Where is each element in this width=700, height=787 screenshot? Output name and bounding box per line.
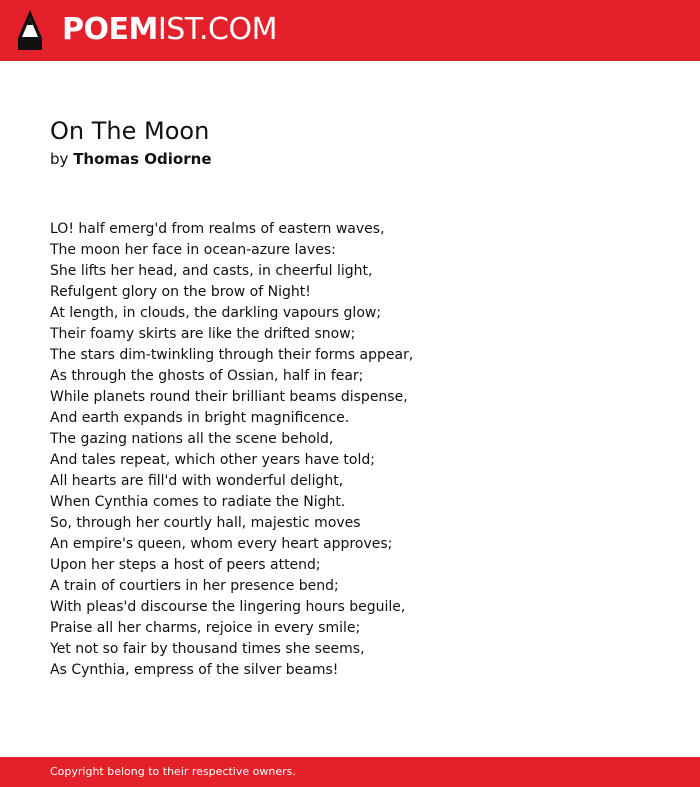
poem-line: A train of courtiers in her presence bend; (50, 578, 339, 594)
poem-line: The stars dim-twinkling through their forms appear, (50, 347, 414, 363)
poem-line: While planets round their brilliant beams dispense, (50, 389, 408, 405)
poem-title: On The Moon (50, 117, 210, 145)
by-label: by (50, 150, 69, 168)
poem-line: With pleas'd discourse the lingering hours beguile, (50, 599, 406, 615)
author-name: Thomas Odiorne (73, 150, 212, 168)
site-header (0, 0, 700, 61)
copyright-text: Copyright belong to their respective owners. (50, 765, 296, 778)
poem-line: LO! half emerg'd from realms of eastern waves, (50, 221, 385, 237)
poem-line: An empire's queen, whom every heart approves; (50, 536, 393, 552)
poem-line: Their foamy skirts are like the drifted snow; (50, 326, 356, 342)
poem-line: As Cynthia, empress of the silver beams! (50, 662, 339, 678)
logo-light-text: IST.COM (157, 12, 277, 47)
logo-bold-text: POEM (62, 12, 158, 47)
poem-line: The moon her face in ocean-azure laves: (50, 242, 336, 258)
poem-line: All hearts are fill'd with wonderful delight, (50, 473, 344, 489)
site-footer (0, 757, 700, 787)
poem-line: She lifts her head, and casts, in cheerful light, (50, 263, 373, 279)
poem-line: Upon her steps a host of peers attend; (50, 557, 321, 573)
byline (50, 148, 212, 170)
poem-line: And tales repeat, which other years have told; (50, 452, 375, 468)
poem-line: At length, in clouds, the darkling vapours glow; (50, 305, 382, 321)
poem-line: When Cynthia comes to radiate the Night. (50, 494, 346, 510)
site-logo[interactable] (62, 13, 277, 47)
poem-line: Refulgent glory on the brow of Night! (50, 284, 311, 300)
poem-line: Praise all her charms, rejoice in every smile; (50, 620, 361, 636)
poem-line: Yet not so fair by thousand times she seems, (50, 641, 365, 657)
poem-line: So, through her courtly hall, majestic moves (50, 515, 361, 531)
poem-line: And earth expands in bright magnificence. (50, 410, 350, 426)
poem-line: As through the ghosts of Ossian, half in fear; (50, 368, 364, 384)
poem-body (50, 219, 650, 681)
pencil-logo-icon[interactable] (18, 10, 42, 50)
poem-line: The gazing nations all the scene behold, (50, 431, 334, 447)
